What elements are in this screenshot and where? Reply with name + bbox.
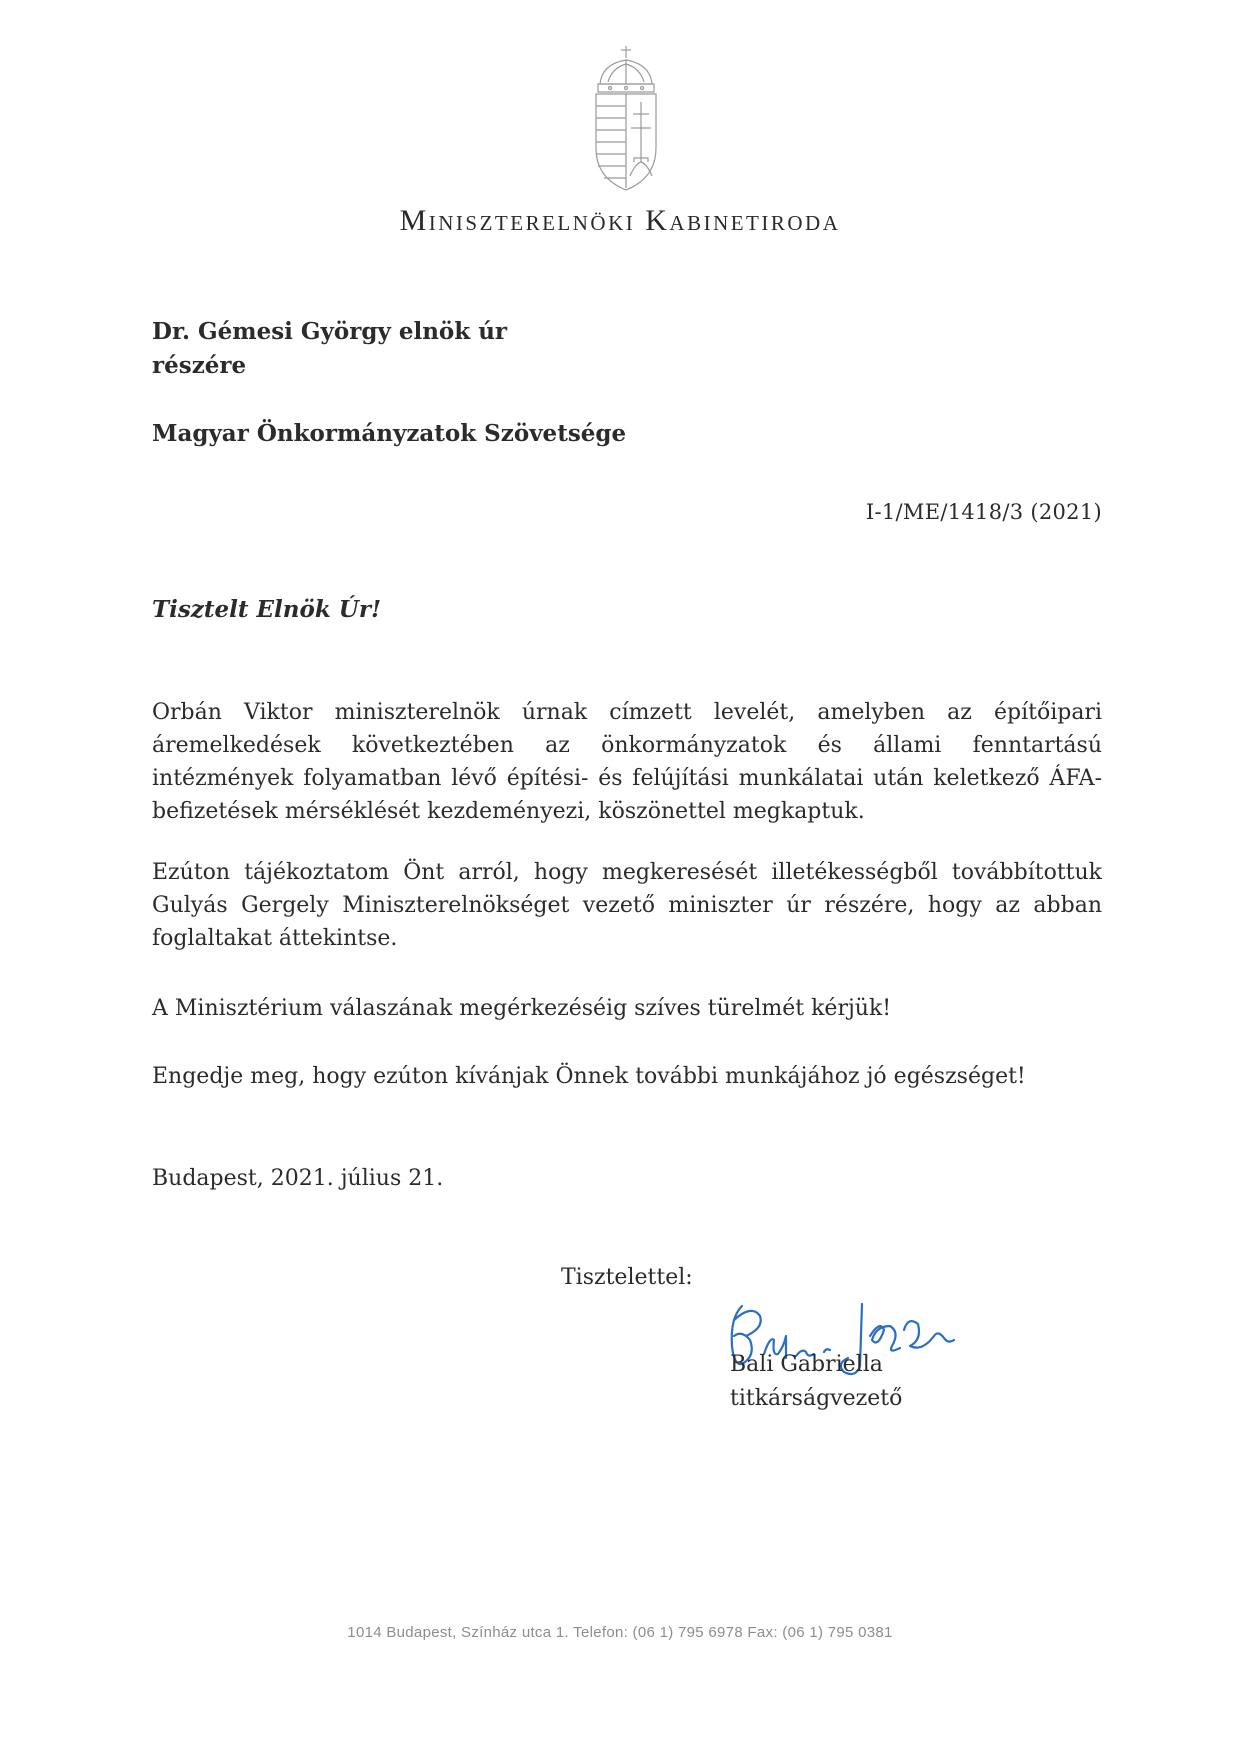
signer-title: titkárságvezető bbox=[730, 1386, 903, 1411]
reference-number: I-1/ME/1418/3 (2021) bbox=[865, 500, 1102, 524]
coat-of-arms-icon bbox=[590, 44, 662, 194]
date-line: Budapest, 2021. július 21. bbox=[152, 1166, 444, 1191]
office-name: Miniszterelnöki Kabinetiroda bbox=[399, 204, 841, 237]
body-paragraph-4: Engedje meg, hogy ezúton kívánjak Önnek további munkájához jó egészséget! bbox=[152, 1064, 1026, 1089]
body-paragraph-2: Ezúton tájékoztatom Önt arról, hogy megkeresését illetékességből továbbítottuk Gulyás Gergely Miniszterelnökséget vezető miniszter úr részére, hogy az abban foglaltakat áttekintse. bbox=[152, 860, 1102, 951]
body-paragraph-1: Orbán Viktor miniszterelnök úrnak címzett levelét, amelyben az építőipari áremelkedések következtében az önkormányzatok és állami fenntartású intézmények folyamatban lévő építési- és felújítási munkálatai után keletkező ÁFA-befizetések mérséklését kezdeményezi, köszönettel megkaptuk. bbox=[152, 700, 1102, 824]
addressee-organization: Magyar Önkormányzatok Szövetsége bbox=[152, 420, 627, 447]
body-paragraph-3: A Minisztérium válaszának megérkezéséig szíves türelmét kérjük! bbox=[152, 996, 892, 1021]
signer-name: Bali Gabriella bbox=[730, 1352, 883, 1377]
addressee-for: részére bbox=[152, 352, 247, 379]
addressee-name: Dr. Gémesi György elnök úr bbox=[152, 318, 508, 345]
greeting: Tisztelt Elnök Úr! bbox=[152, 596, 382, 623]
closing-salutation: Tisztelettel: bbox=[561, 1265, 693, 1290]
footer-contact: 1014 Budapest, Színház utca 1. Telefon: (06 1) 795 6978 Fax: (06 1) 795 0381 bbox=[347, 1624, 893, 1641]
